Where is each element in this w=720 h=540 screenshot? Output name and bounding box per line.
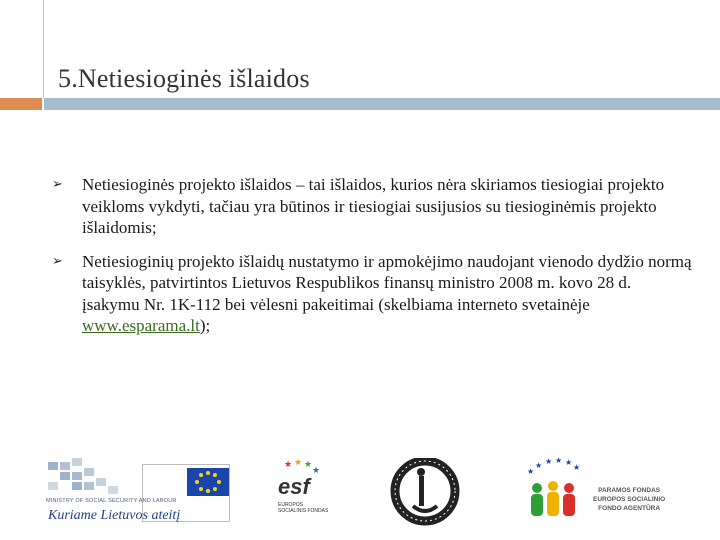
- star-icon: ★: [284, 460, 293, 470]
- esf-caption: EUROPOS SOCIALINIS FONDAS: [278, 502, 329, 514]
- bullet-text: Netiesioginės projekto išlaidos – tai išlaidos, kurios nėra skiriamos tiesiogiai projekto veikloms vykdyti, tačiau yra būtinos ir tiesiogiai susijusios su tiesioginėmis projekto išlaidomis;: [82, 175, 665, 237]
- bullet-text-end: );: [199, 316, 211, 335]
- bullet-item: [52, 174, 692, 239]
- svg-text:★: ★: [565, 458, 573, 467]
- title-divider-line: [43, 0, 44, 98]
- arrowhead-bullet-icon: ➢: [52, 253, 63, 269]
- ministry-logo: [40, 458, 200, 528]
- star-icon: ★: [312, 466, 321, 476]
- agency-line3: FONDO AGENTŪRA: [598, 505, 661, 512]
- accent-bar-blue: [44, 98, 720, 110]
- svg-text:★: ★: [573, 463, 581, 472]
- ministry-slogan: Kuriame Lietuvos ateitį: [48, 508, 181, 523]
- arrowhead-bullet-icon: ➢: [52, 177, 63, 192]
- svg-text:★: ★: [527, 467, 535, 476]
- agency-people-icon: [515, 458, 595, 528]
- star-icon: ★: [304, 460, 313, 470]
- bullet-item: [52, 251, 692, 337]
- bullet-list: [52, 174, 692, 349]
- esparama-link[interactable]: www.esparama.lt: [82, 316, 200, 335]
- agency-line1: PARAMOS FONDAS: [598, 487, 661, 494]
- agency-name: [593, 486, 665, 513]
- agency-line2: EUROPOS SOCIALINIO: [593, 496, 666, 503]
- agency-logo: [515, 458, 695, 528]
- equal-opportunities-logo-icon: [385, 458, 465, 528]
- svg-text:★: ★: [555, 458, 563, 465]
- bullet-text: Netiesioginių projekto išlaidų nustatymo ir apmokėjimo naudojant vienodo dydžio normą taisyklės, patvirtintos Lietuvos Respublikos finansų ministro 2008 m. kovo 28 d. įsakymu Nr. 1K-112 bei vėlesni pakeitimai (skelbiama interneto svetainėje: [82, 251, 692, 314]
- svg-text:★: ★: [535, 461, 543, 470]
- esf-mark: esf: [278, 474, 310, 499]
- eu-flag-icon: [187, 468, 229, 496]
- star-icon: ★: [294, 458, 303, 468]
- esf-logo: [270, 458, 330, 528]
- svg-text:★: ★: [545, 458, 553, 466]
- accent-bar-orange: [0, 98, 42, 110]
- ministry-name: MINISTRY OF SOCIAL SECURITY AND LABOUR: [46, 498, 177, 504]
- slide-title: 5.Netiesioginės išlaidos: [58, 64, 310, 93]
